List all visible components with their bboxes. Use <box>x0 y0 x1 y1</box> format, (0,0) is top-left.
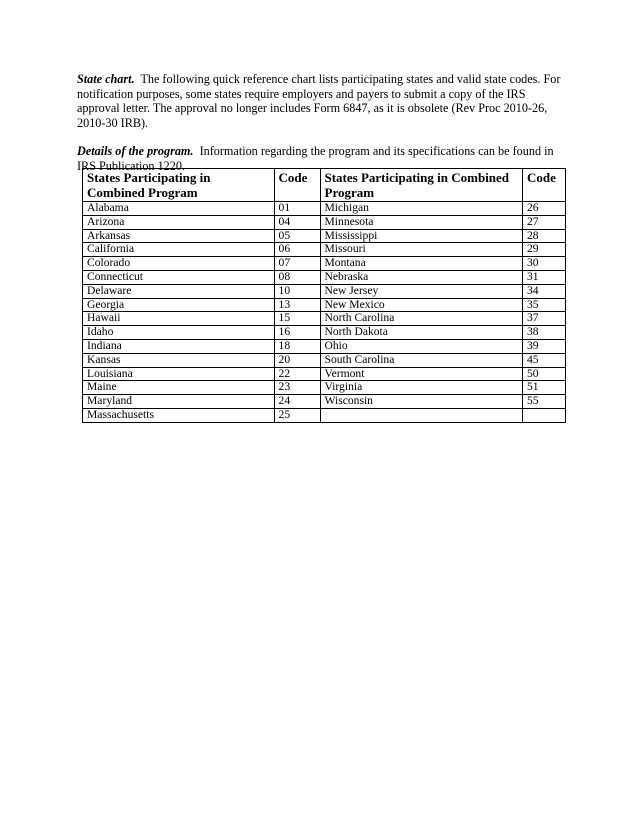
code-left-cell: 10 <box>274 284 320 298</box>
state-right-cell: North Carolina <box>320 312 523 326</box>
code-right-cell: 38 <box>523 326 566 340</box>
code-left-cell: 18 <box>274 339 320 353</box>
code-left-cell: 15 <box>274 312 320 326</box>
state-right-cell: North Dakota <box>320 326 523 340</box>
table-row <box>83 326 566 340</box>
state-left-cell: Indiana <box>83 339 275 353</box>
code-left-cell: 25 <box>274 408 320 422</box>
table-row <box>83 298 566 312</box>
code-left-cell: 04 <box>274 215 320 229</box>
table-row <box>83 395 566 409</box>
state-right-cell <box>320 408 523 422</box>
table-row <box>83 202 566 216</box>
state-left-cell: Maryland <box>83 395 275 409</box>
state-left-cell: Alabama <box>83 202 275 216</box>
state-left-cell: Arkansas <box>83 229 275 243</box>
state-right-cell: Virginia <box>320 381 523 395</box>
state-chart-paragraph <box>77 72 567 130</box>
state-left-cell: Maine <box>83 381 275 395</box>
table-row <box>83 257 566 271</box>
code-right-cell <box>523 408 566 422</box>
state-left-cell: Connecticut <box>83 270 275 284</box>
state-left-cell: Delaware <box>83 284 275 298</box>
code-left-cell: 07 <box>274 257 320 271</box>
state-left-cell: Kansas <box>83 353 275 367</box>
state-right-cell: South Carolina <box>320 353 523 367</box>
code-left-cell: 06 <box>274 243 320 257</box>
state-left-cell: Massachusetts <box>83 408 275 422</box>
table-row <box>83 381 566 395</box>
code-right-cell: 34 <box>523 284 566 298</box>
code-left-cell: 24 <box>274 395 320 409</box>
code-right-cell: 45 <box>523 353 566 367</box>
state-right-cell: Wisconsin <box>320 395 523 409</box>
code-right-cell: 39 <box>523 339 566 353</box>
program-details-lead: Details of the program. <box>77 144 194 158</box>
code-right-cell: 26 <box>523 202 566 216</box>
header-code-right: Code <box>523 169 566 202</box>
state-right-cell: Missouri <box>320 243 523 257</box>
code-left-cell: 22 <box>274 367 320 381</box>
code-right-cell: 50 <box>523 367 566 381</box>
code-left-cell: 20 <box>274 353 320 367</box>
state-chart-lead: State chart. <box>77 72 135 86</box>
program-details-text: Information regarding the program and its specifications can be found in IRS Publication 1220. <box>77 144 554 173</box>
code-left-cell: 23 <box>274 381 320 395</box>
code-right-cell: 31 <box>523 270 566 284</box>
state-left-cell: Colorado <box>83 257 275 271</box>
code-left-cell: 01 <box>274 202 320 216</box>
code-right-cell: 35 <box>523 298 566 312</box>
code-left-cell: 16 <box>274 326 320 340</box>
state-left-cell: Hawaii <box>83 312 275 326</box>
state-left-cell: Georgia <box>83 298 275 312</box>
code-left-cell: 05 <box>274 229 320 243</box>
code-right-cell: 55 <box>523 395 566 409</box>
code-right-cell: 37 <box>523 312 566 326</box>
state-right-cell: New Jersey <box>320 284 523 298</box>
state-right-cell: Ohio <box>320 339 523 353</box>
state-right-cell: Mississippi <box>320 229 523 243</box>
code-right-cell: 28 <box>523 229 566 243</box>
code-left-cell: 13 <box>274 298 320 312</box>
code-right-cell: 30 <box>523 257 566 271</box>
table-row <box>83 270 566 284</box>
state-right-cell: New Mexico <box>320 298 523 312</box>
table-header-row <box>83 169 566 202</box>
state-left-cell: California <box>83 243 275 257</box>
table-row <box>83 367 566 381</box>
state-right-cell: Montana <box>320 257 523 271</box>
state-left-cell: Louisiana <box>83 367 275 381</box>
state-left-cell: Idaho <box>83 326 275 340</box>
state-right-cell: Nebraska <box>320 270 523 284</box>
state-left-cell: Arizona <box>83 215 275 229</box>
state-codes-table <box>82 168 566 423</box>
header-states-left: States Participating in Combined Program <box>83 169 275 202</box>
document-page <box>77 72 567 421</box>
table-row <box>83 284 566 298</box>
code-right-cell: 51 <box>523 381 566 395</box>
state-right-cell: Minnesota <box>320 215 523 229</box>
table-row <box>83 353 566 367</box>
code-right-cell: 27 <box>523 215 566 229</box>
state-right-cell: Michigan <box>320 202 523 216</box>
state-right-cell: Vermont <box>320 367 523 381</box>
code-right-cell: 29 <box>523 243 566 257</box>
table-row <box>83 229 566 243</box>
table-body <box>83 202 566 423</box>
header-code-left: Code <box>274 169 320 202</box>
table-row <box>83 243 566 257</box>
table-row <box>83 339 566 353</box>
table-row <box>83 215 566 229</box>
header-states-right: States Participating in Combined Program <box>320 169 523 202</box>
state-chart-text: The following quick reference chart lists participating states and valid state codes. For notification purposes, some states require employers and payers to submit a copy of the IRS approval letter. The approval no longer includes Form 6847, as it is obsolete (Rev Proc 2010-26, 2010-30 IRB). <box>77 72 561 130</box>
table-row <box>83 408 566 422</box>
table-row <box>83 312 566 326</box>
code-left-cell: 08 <box>274 270 320 284</box>
